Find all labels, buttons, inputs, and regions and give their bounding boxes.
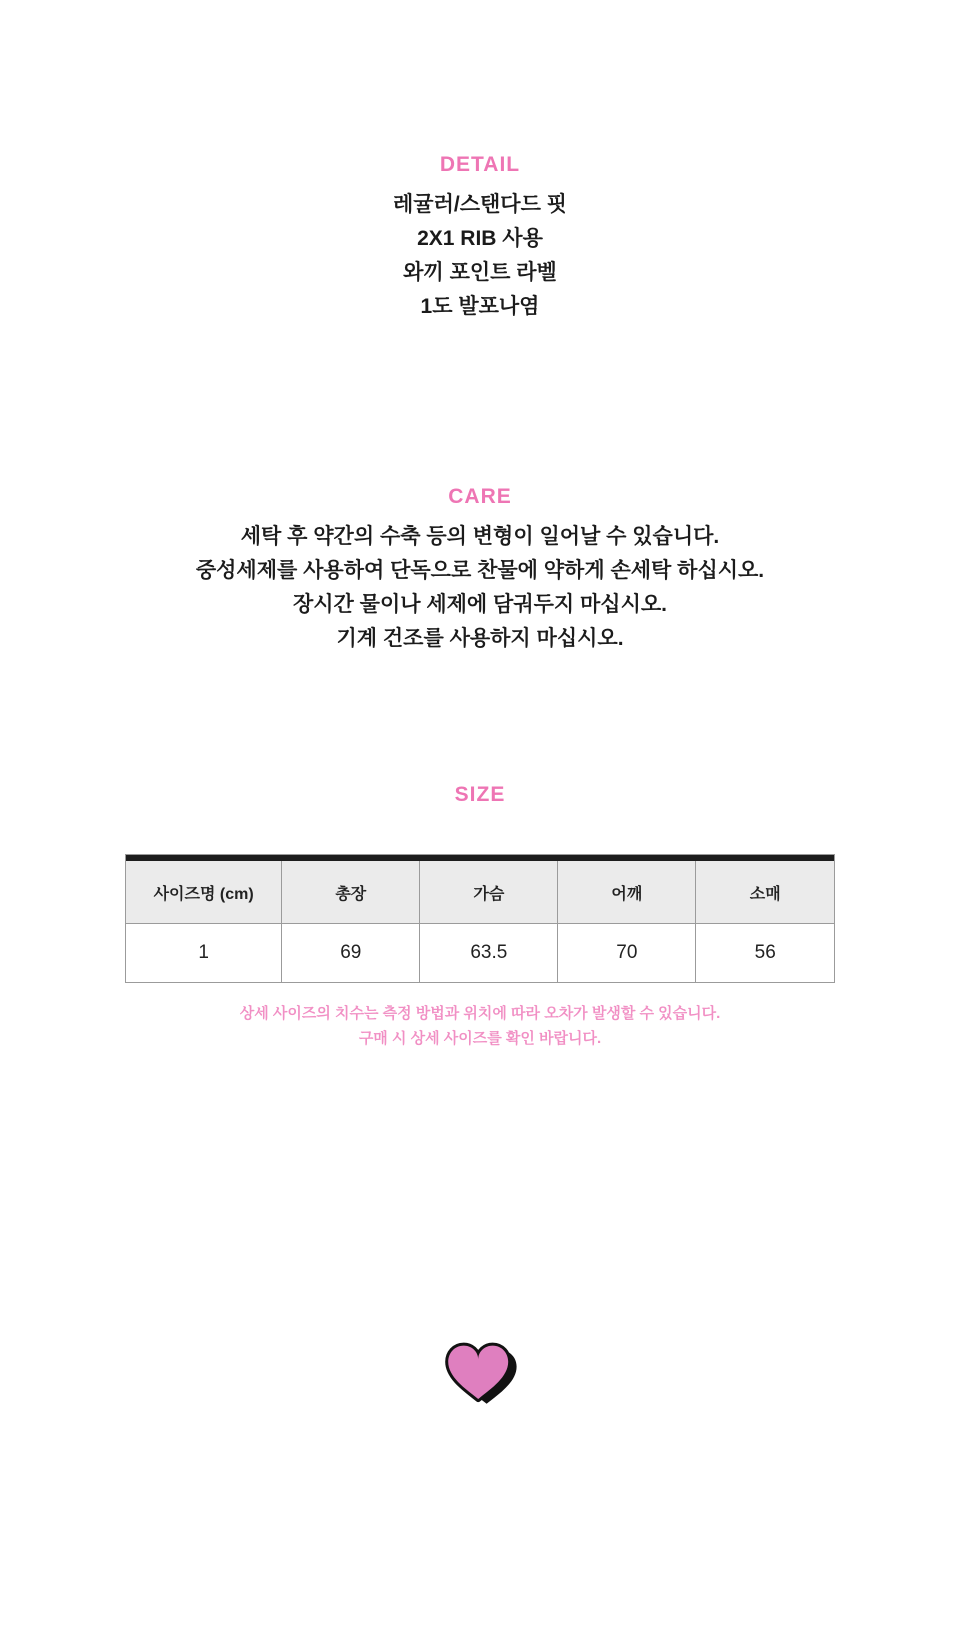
detail-line: 1도 발포나염 bbox=[420, 295, 540, 318]
size-table-header-chest: 가슴 bbox=[420, 861, 558, 924]
size-table bbox=[125, 854, 835, 983]
size-cell-shoulder: 70 bbox=[558, 924, 696, 983]
footer bbox=[0, 1339, 960, 1416]
size-table-header-size-name: 사이즈명 (cm) bbox=[126, 861, 282, 924]
care-line: 기계 건조를 사용하지 마십시오. bbox=[336, 627, 624, 650]
size-table-header-shoulder: 어깨 bbox=[558, 861, 696, 924]
care-line: 중성세제를 사용하여 단독으로 찬물에 약하게 손세탁 하십시오. bbox=[195, 559, 765, 582]
detail-line: 2X1 RIB 사용 bbox=[417, 227, 543, 250]
care-section-title: CARE bbox=[448, 485, 512, 508]
detail-section bbox=[0, 0, 960, 324]
detail-line: 와끼 포인트 라벨 bbox=[403, 261, 557, 284]
size-table-grid bbox=[126, 861, 834, 982]
size-table-header-sleeve: 소매 bbox=[696, 861, 834, 924]
size-note-line: 구매 시 상세 사이즈를 확인 바랍니다. bbox=[358, 1030, 602, 1047]
size-notes bbox=[0, 1001, 960, 1051]
size-table-header-row bbox=[126, 861, 834, 924]
size-cell-sleeve: 56 bbox=[696, 924, 834, 983]
detail-line: 레귤러/스탠다드 핏 bbox=[393, 193, 567, 216]
size-section bbox=[0, 782, 960, 1051]
care-line: 세탁 후 약간의 수축 등의 변형이 일어날 수 있습니다. bbox=[240, 525, 720, 548]
size-cell-size-name: 1 bbox=[126, 924, 282, 983]
size-table-header-total-length: 총장 bbox=[282, 861, 420, 924]
heart-logo-icon bbox=[442, 1339, 518, 1411]
size-section-title: SIZE bbox=[454, 783, 506, 806]
detail-section-title: DETAIL bbox=[439, 153, 521, 176]
size-table-row bbox=[126, 924, 834, 983]
care-section bbox=[0, 484, 960, 656]
size-note-line: 상세 사이즈의 치수는 측정 방법과 위치에 따라 오차가 발생할 수 있습니다. bbox=[239, 1005, 721, 1022]
size-cell-total-length: 69 bbox=[282, 924, 420, 983]
care-line: 장시간 물이나 세제에 담궈두지 마십시오. bbox=[292, 593, 668, 616]
size-cell-chest: 63.5 bbox=[420, 924, 558, 983]
